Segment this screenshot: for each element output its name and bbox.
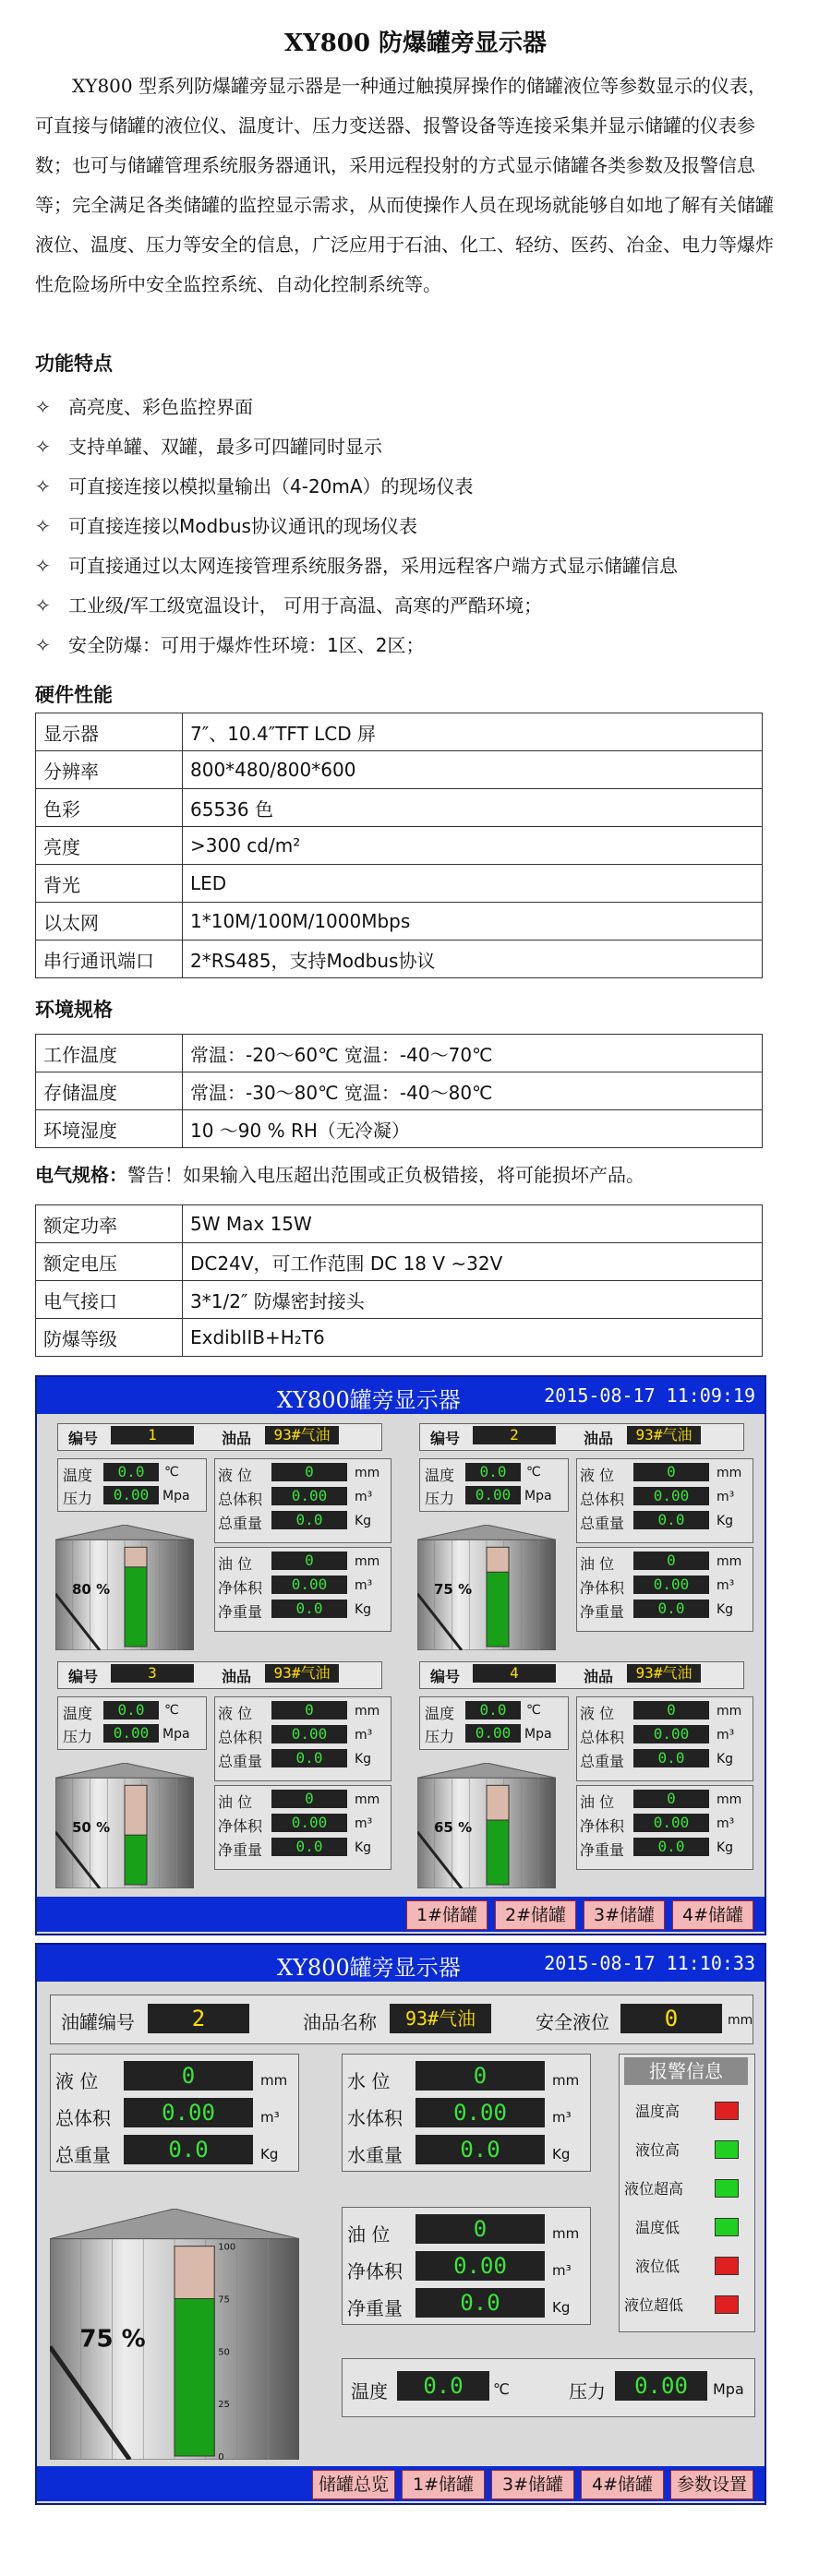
environment-heading: 环境规格 <box>35 999 113 1021</box>
tank-number-value: 2 <box>473 1426 556 1444</box>
tank-roof <box>417 1763 556 1778</box>
data-value: 0.0 <box>271 1749 347 1767</box>
data-label: 总重量 <box>218 1515 263 1532</box>
gauge-scale-label: 50 <box>218 2347 230 2358</box>
alarm-label: 液位超高 <box>624 2180 684 2198</box>
total-block-unit: m³ <box>260 2109 280 2126</box>
feature-text: 工业级/军工级宽温设计， 可用于高温、高寒的严酷环境； <box>68 594 543 617</box>
product-value: 93#气油 <box>627 1664 701 1683</box>
safe-level-value: 0 <box>620 2004 722 2033</box>
data-value: 0.0 <box>271 1600 347 1618</box>
screen1-datetime: 2015-08-17 11:09:19 <box>544 1384 755 1407</box>
press-value: 0.00 <box>103 1724 159 1743</box>
table-value: 常温：-20～60℃ 宽温：-40～70℃ <box>183 1035 763 1072</box>
feature-text: 高亮度、彩色监控界面 <box>68 396 253 418</box>
tank-number-value: 1 <box>111 1426 194 1444</box>
data-value: 0.00 <box>633 1814 709 1832</box>
oil-block-label: 油 位 <box>347 2223 391 2246</box>
alarm-label: 液位低 <box>635 2258 680 2275</box>
table-value: 800*480/800*600 <box>183 751 763 789</box>
oil-block-label: 净体积 <box>347 2260 403 2282</box>
alarm-indicator <box>715 2257 739 2275</box>
table-key: 色彩 <box>36 789 183 827</box>
water-block-value: 0.0 <box>416 2135 545 2164</box>
tank-no-label: 油罐编号 <box>61 2011 135 2033</box>
mpa-unit: Mpa <box>163 1489 190 1504</box>
data-label: 净重量 <box>580 1841 625 1859</box>
nav-button[interactable]: 1#储罐 <box>402 2470 485 2499</box>
product-value: 93#气油 <box>627 1426 701 1444</box>
tank-card <box>39 1416 399 1652</box>
electrical-table <box>35 1204 763 1357</box>
degc-unit: ℃ <box>526 1703 541 1718</box>
product-label: 油品 <box>222 1668 252 1685</box>
mpa-unit: Mpa <box>713 2380 744 2398</box>
tank-percent-label: 75 % <box>79 2325 146 2354</box>
gauge-fill <box>487 1820 509 1885</box>
table-row <box>36 1319 763 1357</box>
water-block-label: 水 位 <box>347 2070 391 2092</box>
data-unit: mm <box>355 1704 380 1719</box>
data-value: 0.0 <box>633 1600 709 1618</box>
total-block-unit: mm <box>260 2072 288 2089</box>
table-value: >300 cd/m² <box>183 827 763 865</box>
table-key: 环境湿度 <box>36 1110 183 1148</box>
data-value: 0.00 <box>271 1814 347 1832</box>
data-unit: Kg <box>355 1752 372 1767</box>
data-label: 总体积 <box>580 1491 625 1508</box>
press-label: 压力 <box>425 1728 455 1745</box>
data-label: 总体积 <box>218 1729 263 1746</box>
gauge-scale-label: 75 <box>218 2294 230 2306</box>
bullet-icon: ✧ <box>35 515 51 537</box>
bullet-icon: ✧ <box>35 396 51 418</box>
intro-paragraph: XY800 型系列防爆罐旁显示器是一种通过触摸屏操作的储罐液位等参数显示的仪表，可直接与储罐的液位仪、温度计、压力变送器、报警设备等连接采集并显示储罐的仪表参数；也可与储罐管理系统服务器通讯，采用远程投射的方式显示储罐各类参数及报警信息等；完全满足各类储罐的监控显示需求，从而使操作人员在现场就能够自如地了解有关储罐液位、温度、压力等安全的信息，广泛应用于石油、化工、轻纺、医药、冶金、电力等爆炸性危险场所中安全监控系统、自动化控制系统等。 <box>35 75 774 295</box>
tank-roof <box>55 1763 194 1778</box>
data-unit: m³ <box>355 1728 373 1743</box>
alarm-label: 温度高 <box>635 2103 680 2120</box>
table-row <box>36 865 763 903</box>
alarm-title: 报警信息 <box>624 2057 748 2085</box>
screen1-title-bar <box>37 1377 765 1414</box>
water-block-unit: Kg <box>552 2146 571 2163</box>
table-row <box>36 1243 763 1281</box>
temp-label: 温度 <box>351 2380 388 2402</box>
gauge-scale-label: 100 <box>218 2242 236 2253</box>
data-label: 总体积 <box>580 1729 625 1746</box>
oil-block-unit: mm <box>552 2225 580 2242</box>
feature-text: 可直接通过以太网连接管理系统服务器，采用远程客户端方式显示储罐信息 <box>68 555 678 577</box>
table-key: 额定电压 <box>36 1243 183 1281</box>
mpa-unit: Mpa <box>163 1727 190 1742</box>
tank-card <box>39 1654 399 1890</box>
tank-percent-label: 75 % <box>434 1580 473 1598</box>
feature-text: 安全防爆：可用于爆炸性环境：1区、2区； <box>68 634 425 656</box>
table-value: ExdibIIB+H₂T6 <box>183 1319 763 1357</box>
tank-roof <box>50 2209 299 2239</box>
oil-block-unit: m³ <box>552 2262 572 2279</box>
data-unit: mm <box>717 1554 742 1569</box>
bullet-icon: ✧ <box>35 555 51 577</box>
bullet-icon: ✧ <box>35 634 51 656</box>
alarm-indicator <box>715 2102 739 2120</box>
feature-item <box>35 626 792 665</box>
data-value: 0.00 <box>271 1487 347 1505</box>
table-key: 以太网 <box>36 903 183 941</box>
data-value: 0.0 <box>633 1749 709 1767</box>
oil-block-value: 0 <box>416 2214 545 2244</box>
data-label: 油 位 <box>218 1555 253 1573</box>
hardware-table <box>35 713 763 978</box>
water-block-unit: mm <box>552 2072 580 2089</box>
data-value: 0.0 <box>271 1838 347 1856</box>
data-label: 油 位 <box>218 1793 253 1811</box>
nav-button[interactable]: 储罐总览 <box>312 2470 395 2499</box>
tank-select-button[interactable]: 3#储罐 <box>584 1900 665 1930</box>
data-unit: mm <box>717 1704 742 1719</box>
table-value: 65536 色 <box>183 789 763 827</box>
water-block-unit: m³ <box>552 2109 572 2126</box>
tank-roof <box>55 1525 194 1540</box>
data-unit: mm <box>355 1466 380 1480</box>
alarm-indicator <box>715 2179 739 2198</box>
features-heading: 功能特点 <box>35 353 113 375</box>
data-unit: m³ <box>355 1490 373 1504</box>
table-value: DC24V，可工作范围 DC 18 V ~32V <box>183 1243 763 1281</box>
tank-percent-label: 65 % <box>434 1818 473 1836</box>
temp-value: 0.0 <box>103 1463 159 1481</box>
degc-unit: ℃ <box>164 1465 179 1480</box>
feature-item <box>35 427 792 467</box>
data-unit: m³ <box>717 1816 735 1831</box>
tank-silo-graphic <box>55 1763 194 1888</box>
data-label: 液 位 <box>218 1467 253 1484</box>
environment-table <box>35 1034 763 1148</box>
tank-number-label: 编号 <box>68 1430 99 1447</box>
feature-text: 可直接连接以模拟量输出（4-20mA）的现场仪表 <box>68 475 474 497</box>
table-key: 电气接口 <box>36 1281 183 1319</box>
data-label: 净体积 <box>580 1817 625 1835</box>
hardware-heading: 硬件性能 <box>35 684 113 706</box>
data-value: 0.00 <box>271 1576 347 1594</box>
table-row <box>36 1072 763 1110</box>
data-label: 净体积 <box>580 1579 625 1597</box>
feature-item <box>35 388 792 427</box>
alarm-indicator <box>715 2140 739 2159</box>
press-value: 0.00 <box>103 1486 159 1504</box>
data-value: 0 <box>271 1552 347 1570</box>
data-unit: m³ <box>717 1728 735 1743</box>
product-value: 93#气油 <box>265 1426 339 1444</box>
data-value: 0 <box>271 1790 347 1808</box>
total-block-label: 总重量 <box>55 2144 111 2166</box>
product-label: 油品 <box>584 1668 614 1685</box>
screen2-button-bar <box>37 2466 765 2501</box>
data-unit: Kg <box>717 1602 734 1617</box>
data-unit: Kg <box>355 1602 372 1617</box>
table-key: 显示器 <box>36 713 183 751</box>
alarm-label: 液位超低 <box>624 2296 684 2314</box>
temp-label: 温度 <box>425 1467 455 1484</box>
safe-level-label: 安全液位 <box>536 2011 609 2033</box>
data-unit: m³ <box>717 1490 735 1504</box>
data-label: 净体积 <box>218 1817 263 1835</box>
table-value: 5W Max 15W <box>183 1205 763 1243</box>
degc-unit: ℃ <box>526 1465 541 1480</box>
tank-select-button[interactable]: 1#储罐 <box>406 1900 488 1930</box>
table-row <box>36 827 763 865</box>
press-value: 0.00 <box>465 1486 521 1504</box>
tank-select-button[interactable]: 2#储罐 <box>495 1900 576 1930</box>
total-block-label: 液 位 <box>55 2070 99 2092</box>
data-value: 0 <box>633 1552 709 1570</box>
data-value: 0 <box>271 1463 347 1481</box>
alarm-label: 液位高 <box>635 2141 680 2159</box>
table-value: 10 ～90 % RH（无冷凝） <box>183 1110 763 1148</box>
doc-title: XY800 防爆罐旁显示器 <box>283 30 548 57</box>
tank-roof <box>417 1525 556 1540</box>
data-label: 净重量 <box>218 1603 263 1621</box>
gauge-scale-label: 0 <box>218 2452 224 2460</box>
table-row <box>36 1281 763 1319</box>
tank-number-label: 编号 <box>430 1430 461 1447</box>
tank-percent-label: 50 % <box>72 1818 111 1836</box>
total-block-value: 0 <box>124 2061 253 2091</box>
gauge-fill <box>125 1835 147 1885</box>
gauge-fill <box>487 1572 509 1647</box>
table-row <box>36 941 763 978</box>
screenshot-single-tank-detail <box>35 1943 766 2505</box>
water-block-value: 0.00 <box>416 2098 545 2127</box>
gauge-fill <box>125 1567 147 1647</box>
total-block-label: 总体积 <box>55 2107 111 2129</box>
data-unit: m³ <box>355 1816 373 1831</box>
press-label: 压力 <box>569 2380 606 2402</box>
tank-no-value: 2 <box>148 2004 249 2033</box>
data-label: 总体积 <box>218 1491 263 1508</box>
oil-block-value: 0.0 <box>416 2288 545 2318</box>
temp-label: 温度 <box>425 1705 455 1722</box>
product-value: 93#气油 <box>265 1664 339 1683</box>
alarm-label: 温度低 <box>635 2219 680 2236</box>
data-label: 净体积 <box>218 1579 263 1597</box>
data-label: 油 位 <box>580 1555 615 1573</box>
feature-item <box>35 546 792 586</box>
data-label: 油 位 <box>580 1793 615 1811</box>
data-unit: m³ <box>717 1578 735 1593</box>
data-label: 总重量 <box>580 1515 625 1532</box>
tank-silo-graphic <box>50 2209 299 2460</box>
tank-select-button[interactable]: 4#储罐 <box>672 1900 753 1930</box>
tank-silo-graphic <box>417 1763 556 1888</box>
data-unit: mm <box>355 1554 380 1569</box>
tank-number-value: 4 <box>473 1664 556 1683</box>
data-label: 液 位 <box>218 1705 253 1722</box>
safe-level-unit: mm <box>728 2013 753 2028</box>
oil-block-value: 0.00 <box>416 2251 545 2281</box>
table-key: 分辨率 <box>36 751 183 789</box>
data-unit: Kg <box>717 1514 734 1528</box>
table-row <box>36 1110 763 1148</box>
feature-text: 支持单罐、双罐，最多可四罐同时显示 <box>68 436 382 458</box>
temp-value: 0.0 <box>465 1463 521 1481</box>
alarm-indicator <box>715 2218 739 2236</box>
water-block-label: 水重量 <box>347 2144 403 2166</box>
water-block-label: 水体积 <box>347 2107 403 2129</box>
table-key: 背光 <box>36 865 183 903</box>
data-label: 液 位 <box>580 1705 615 1722</box>
table-value: LED <box>183 865 763 903</box>
nav-button[interactable]: 4#储罐 <box>581 2470 664 2499</box>
data-unit: Kg <box>717 1840 734 1855</box>
feature-item <box>35 507 792 546</box>
data-label: 总重量 <box>580 1753 625 1770</box>
data-value: 0 <box>633 1701 709 1719</box>
temp-value: 0.0 <box>397 2371 489 2401</box>
product-label: 油品 <box>222 1430 252 1447</box>
screen1-button-bar <box>37 1897 765 1932</box>
product-label: 油品 <box>584 1430 614 1447</box>
feature-list <box>35 388 792 665</box>
oil-block-unit: Kg <box>552 2299 571 2316</box>
data-value: 0 <box>633 1463 709 1481</box>
bullet-icon: ✧ <box>35 594 51 617</box>
press-value: 0.00 <box>465 1724 521 1743</box>
data-value: 0 <box>271 1701 347 1719</box>
temp-label: 温度 <box>63 1705 93 1722</box>
nav-button[interactable]: 参数设置 <box>670 2470 753 2499</box>
table-value: 3*1/2″ 防爆密封接头 <box>183 1281 763 1319</box>
table-key: 亮度 <box>36 827 183 865</box>
data-value: 0.0 <box>271 1511 347 1529</box>
product-name-label: 油品名称 <box>303 2011 377 2033</box>
screen2-title-bar <box>37 1945 765 1982</box>
table-value: 常温：-30～80℃ 宽温：-40～80℃ <box>183 1072 763 1110</box>
tank-card <box>401 1416 761 1652</box>
gauge-fill <box>175 2298 214 2456</box>
press-label: 压力 <box>425 1490 455 1507</box>
mpa-unit: Mpa <box>524 1489 552 1504</box>
screenshot-four-tank-overview <box>35 1375 766 1935</box>
data-label: 总重量 <box>218 1753 263 1770</box>
table-row <box>36 1205 763 1243</box>
electrical-title: 电气规格： <box>35 1164 127 1186</box>
table-row <box>36 1035 763 1072</box>
data-label: 净重量 <box>580 1603 625 1621</box>
total-block-value: 0.00 <box>124 2098 253 2127</box>
screen1-title: XY800罐旁显示器 <box>277 1387 461 1413</box>
bullet-icon: ✧ <box>35 436 51 458</box>
table-key: 存储温度 <box>36 1072 183 1110</box>
feature-item <box>35 467 792 507</box>
nav-button[interactable]: 3#储罐 <box>491 2470 574 2499</box>
data-unit: Kg <box>355 1840 372 1855</box>
degc-unit: ℃ <box>493 2380 510 2398</box>
table-value: 2*RS485，支持Modbus协议 <box>183 941 763 978</box>
data-value: 0.0 <box>633 1511 709 1529</box>
tank-number-label: 编号 <box>68 1668 99 1685</box>
screen2-title: XY800罐旁显示器 <box>277 1955 461 1981</box>
oil-block-label: 净重量 <box>347 2297 403 2319</box>
bullet-icon: ✧ <box>35 475 51 497</box>
data-unit: mm <box>355 1792 380 1807</box>
data-value: 0.00 <box>633 1576 709 1594</box>
water-block-value: 0 <box>416 2061 545 2091</box>
data-label: 净重量 <box>218 1841 263 1859</box>
mpa-unit: Mpa <box>524 1727 552 1742</box>
press-label: 压力 <box>63 1490 93 1507</box>
data-value: 0.00 <box>633 1487 709 1505</box>
table-value: 7″、10.4″TFT LCD 屏 <box>183 713 763 751</box>
data-unit: Kg <box>355 1514 372 1528</box>
data-unit: mm <box>717 1466 742 1480</box>
tank-number-label: 编号 <box>430 1668 461 1685</box>
data-value: 0.00 <box>271 1725 347 1743</box>
tank-silo-graphic <box>417 1525 556 1650</box>
table-key: 工作温度 <box>36 1035 183 1072</box>
data-value: 0.00 <box>633 1725 709 1743</box>
total-block-value: 0.0 <box>124 2135 253 2164</box>
table-row <box>36 713 763 751</box>
table-key: 额定功率 <box>36 1205 183 1243</box>
data-value: 0 <box>633 1790 709 1808</box>
data-unit: m³ <box>355 1578 373 1593</box>
tank-percent-label: 80 % <box>72 1580 111 1598</box>
feature-item <box>35 586 792 626</box>
table-value: 1*10M/100M/1000Mbps <box>183 903 763 941</box>
gauge-scale-label: 25 <box>218 2400 230 2411</box>
degc-unit: ℃ <box>164 1703 179 1718</box>
data-unit: Kg <box>717 1752 734 1767</box>
tank-card <box>401 1654 761 1890</box>
alarm-indicator <box>715 2295 739 2314</box>
total-block-unit: Kg <box>260 2146 279 2163</box>
table-row <box>36 751 763 789</box>
temp-value: 0.0 <box>103 1701 159 1719</box>
tank-silo-graphic <box>55 1525 194 1650</box>
table-key: 串行通讯端口 <box>36 941 183 978</box>
press-value: 0.00 <box>615 2371 707 2401</box>
electrical-warning: 警告！如果输入电压超出范围或正负极错接，将可能损坏产品。 <box>127 1164 644 1186</box>
table-row <box>36 789 763 827</box>
feature-text: 可直接连接以Modbus协议通讯的现场仪表 <box>68 515 417 537</box>
temp-label: 温度 <box>63 1467 93 1484</box>
electrical-heading <box>35 1160 644 1187</box>
press-label: 压力 <box>63 1728 93 1745</box>
product-name-value: 93#气油 <box>390 2004 491 2033</box>
temp-value: 0.0 <box>465 1701 521 1719</box>
data-value: 0.0 <box>633 1838 709 1856</box>
tank-number-value: 3 <box>111 1664 194 1683</box>
data-unit: mm <box>717 1792 742 1807</box>
data-label: 液 位 <box>580 1467 615 1484</box>
screen2-datetime: 2015-08-17 11:10:33 <box>544 1952 755 1974</box>
table-row <box>36 903 763 941</box>
table-key: 防爆等级 <box>36 1319 183 1357</box>
